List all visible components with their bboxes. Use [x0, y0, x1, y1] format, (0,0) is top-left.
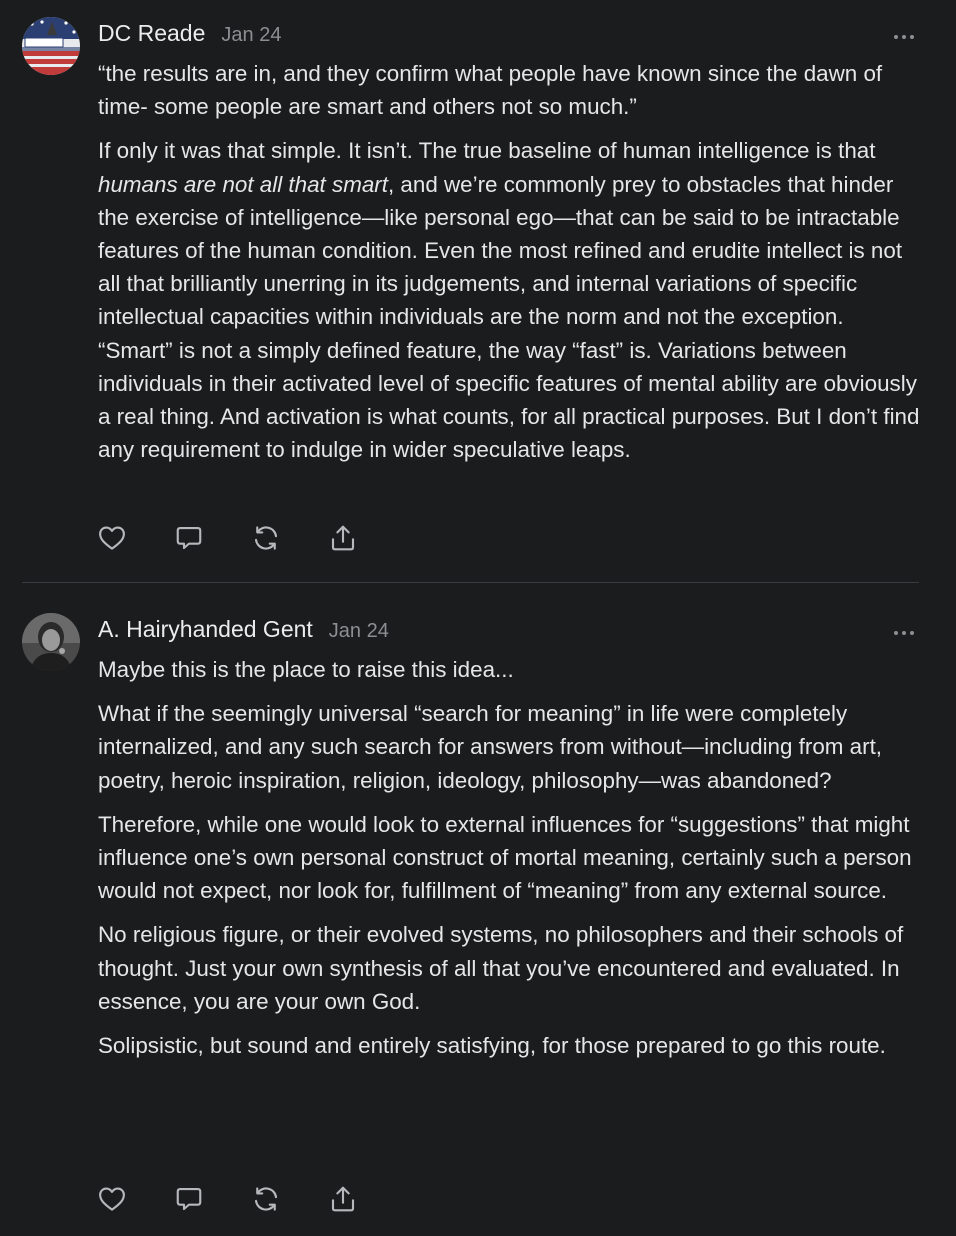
flag-avatar-image [22, 17, 80, 75]
comment-divider [22, 582, 919, 583]
avatar-dc-reade[interactable] [22, 17, 80, 75]
emphasized-text: humans are not all that smart [98, 171, 388, 197]
share-icon[interactable] [327, 522, 358, 553]
reply-bubble-icon[interactable] [173, 1183, 204, 1214]
comment-paragraph: No religious figure, or their evolved systems, no philosophers and their schools of thought. Just your own synthesis of all that you’ve encountered and evaluated. In essence, you are your own God. [98, 922, 904, 1014]
comment-paragraph [98, 134, 920, 466]
author-name[interactable]: A. Hairyhanded Gent [98, 616, 313, 642]
paragraph-text: If only it was that simple. It isn’t. The true baseline of human intelligence is that [98, 138, 876, 164]
comment-date[interactable]: Jan 24 [328, 620, 389, 642]
comment-paragraph: Therefore, while one would look to external influences for “suggestions” that might influence one’s own personal construct of mortal meaning, certainly such a person would not expect, nor look for, fulfillment of “meaning” from any external source. [98, 811, 912, 904]
portrait-avatar-image [22, 613, 80, 671]
comment-paragraph: Maybe this is the place to raise this idea... [98, 657, 514, 682]
reply-bubble-icon[interactable] [173, 522, 204, 553]
comment-paragraph: What if the seemingly universal “search for meaning” in life were completely internalized, and any such search for answers from without—including from art, poetry, heroic inspiration, religion, ideology, philosophy—was abandoned? [98, 701, 883, 793]
comment-body [98, 653, 920, 1062]
comment-body [98, 57, 920, 466]
more-options-icon[interactable] [892, 29, 916, 39]
comment-header [98, 20, 281, 50]
restack-icon[interactable] [250, 1183, 281, 1214]
comment-paragraph: “the results are in, and they confirm what people have known since the dawn of time- some people are smart and others not so much.” [98, 61, 883, 120]
comment-date[interactable]: Jan 24 [221, 24, 282, 46]
comment-actions [96, 522, 358, 554]
author-name[interactable]: DC Reade [98, 20, 206, 46]
like-heart-icon[interactable] [96, 522, 127, 553]
paragraph-text: , and we’re commonly prey to obstacles that hinder the exercise of intelligence—like personal ego—that can be said to be intractable features of the human condition. Even the most refined and erudite intellect is not all that brilliantly unerring in its judgements, and internal variations of specific intellectual capacities within individuals are the norm and not the exception. “Smart” is not a simply defined feature, the way “fast” is. Variations between individuals in their activated level of specific features of mental ability are obviously a real thing. And activation is what counts, for all practical purposes. But I don’t find any requirement to indulge in wider speculative leaps. [98, 171, 920, 463]
comment-actions [96, 1183, 358, 1215]
comment-header [98, 616, 389, 646]
avatar-hairyhanded-gent[interactable] [22, 613, 80, 671]
comment-paragraph: Solipsistic, but sound and entirely satisfying, for those prepared to go this route. [98, 1033, 886, 1059]
restack-icon[interactable] [250, 522, 281, 553]
like-heart-icon[interactable] [96, 1183, 127, 1214]
more-options-icon[interactable] [892, 625, 916, 635]
share-icon[interactable] [327, 1183, 358, 1214]
